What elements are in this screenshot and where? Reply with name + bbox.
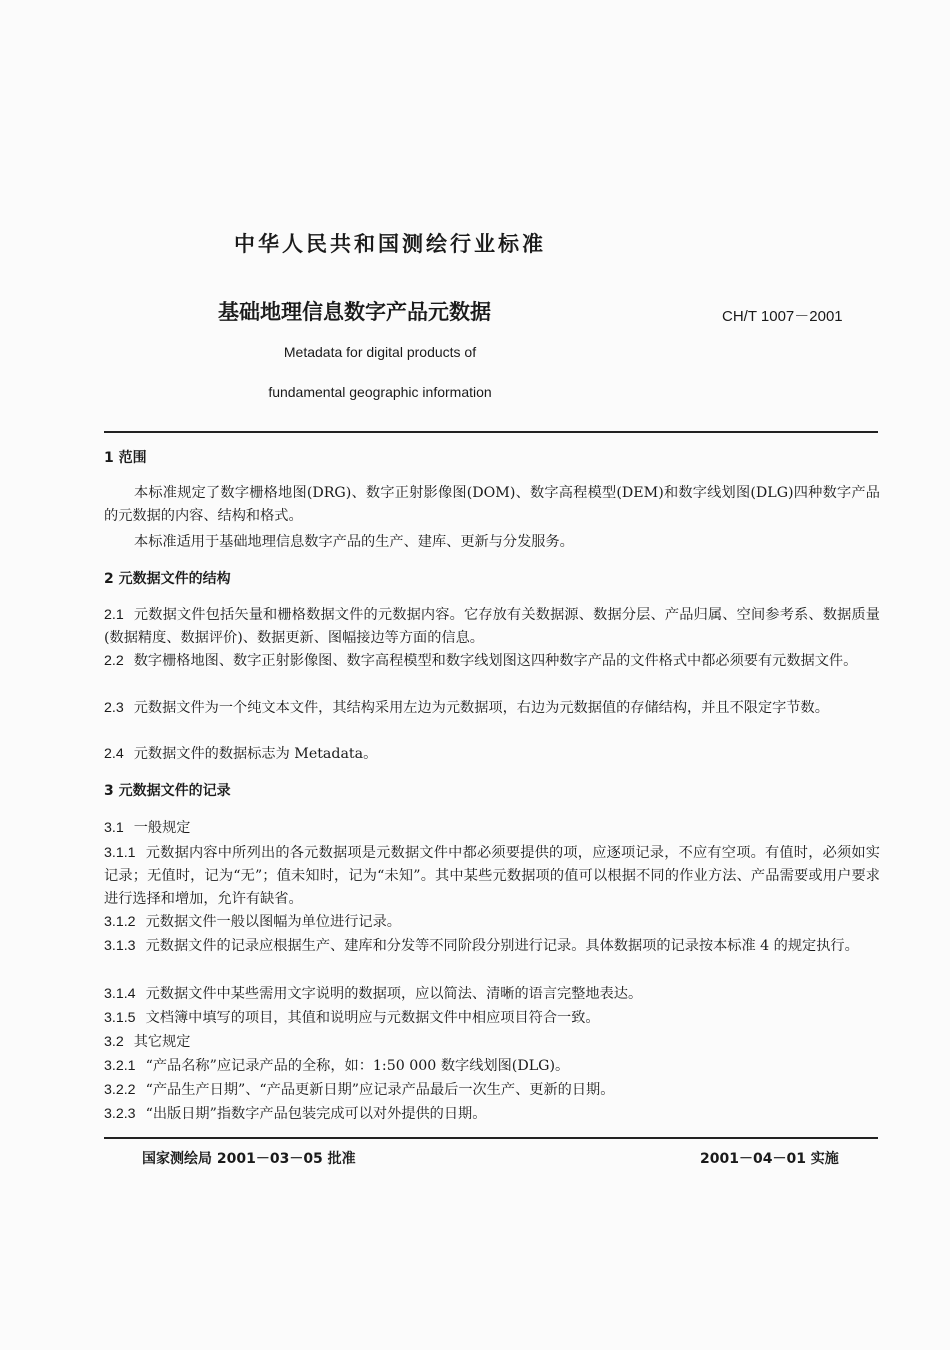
section-3-heading: 3 元数据文件的记录 <box>104 783 231 799</box>
standard-category-title: 中华人民共和国测绘行业标准 <box>234 232 546 256</box>
section-1-paragraph-2: 本标准适用于基础地理信息数字产品的生产、建库、更新与分发服务。 <box>134 534 574 550</box>
section-2-heading: 2 元数据文件的结构 <box>104 571 231 587</box>
implementation-date: 2001－04－01 实施 <box>700 1151 839 1167</box>
approval-line: 国家测绘局 2001－03－05 批准 <box>142 1151 356 1167</box>
clause-3-1-4 <box>104 983 880 1006</box>
clause-number: 2.4 <box>104 746 124 762</box>
section-1-heading: 1 范围 <box>104 450 147 466</box>
document-title: 基础地理信息数字产品元数据 <box>218 300 491 324</box>
clause-3-1 <box>104 817 880 840</box>
clause-number: 3.2.2 <box>104 1082 136 1098</box>
clause-3-1-3 <box>104 935 880 958</box>
clause-text: 其它规定 <box>133 1034 191 1050</box>
standard-code: CH/T 1007－2001 <box>722 308 843 325</box>
clause-text: 数字栅格地图、数字正射影像图、数字高程模型和数字线划图这四种数字产品的文件格式中都必须要有元数据文件。 <box>133 653 858 669</box>
clause-3-2-2 <box>104 1079 880 1102</box>
clause-number: 3.1.2 <box>104 914 136 930</box>
clause-3-1-2 <box>104 911 880 934</box>
clause-3-2-1 <box>104 1055 880 1078</box>
clause-number: 3.2.1 <box>104 1058 136 1074</box>
clause-number: 3.1 <box>104 820 124 836</box>
header-divider <box>104 431 878 433</box>
clause-number: 3.2 <box>104 1034 124 1050</box>
clause-number: 2.1 <box>104 607 124 623</box>
clause-number: 3.1.5 <box>104 1010 136 1026</box>
clause-2-1 <box>104 604 880 650</box>
clause-text: “产品生产日期”、“产品更新日期”应记录产品最后一次生产、更新的日期。 <box>145 1082 615 1098</box>
clause-text: 元数据文件的数据标志为 Metadata。 <box>133 746 378 762</box>
clause-number: 3.2.3 <box>104 1106 136 1122</box>
clause-text: 元数据文件包括矢量和栅格数据文件的元数据内容。它存放有关数据源、数据分层、产品归属、空间参考系、数据质量(数据精度、数据评价)、数据更新、图幅接边等方面的信息。 <box>104 607 880 646</box>
clause-3-1-5 <box>104 1007 880 1030</box>
clause-number: 3.1.3 <box>104 938 136 954</box>
clause-text: 元数据文件中某些需用文字说明的数据项，应以简法、清晰的语言完整地表达。 <box>145 986 643 1002</box>
clause-3-2 <box>104 1031 880 1054</box>
footer-divider <box>104 1137 878 1139</box>
clause-text: 元数据文件一般以图幅为单位进行记录。 <box>145 914 401 930</box>
clause-text: 一般规定 <box>133 820 191 836</box>
clause-text: “出版日期”指数字产品包装完成可以对外提供的日期。 <box>145 1106 487 1122</box>
clause-3-1-1 <box>104 842 880 911</box>
clause-number: 3.1.1 <box>104 845 136 861</box>
clause-text: 文档簿中填写的项目，其值和说明应与元数据文件中相应项目符合一致。 <box>145 1010 600 1026</box>
clause-number: 2.3 <box>104 700 124 716</box>
english-title-line-1: Metadata for digital products of <box>283 344 477 360</box>
clause-2-3 <box>104 697 880 720</box>
clause-text: 元数据文件的记录应根据生产、建库和分发等不同阶段分别进行记录。具体数据项的记录按本标准 4 的规定执行。 <box>145 938 859 954</box>
clause-number: 3.1.4 <box>104 986 136 1002</box>
clause-number: 2.2 <box>104 653 124 669</box>
clause-3-2-3 <box>104 1103 880 1126</box>
clause-text: 元数据内容中所列出的各元数据项是元数据文件中都必须要提供的项，应逐项记录，不应有空项。有值时，必须如实记录；无值时，记为“无”；值未知时，记为“未知”。其中某些元数据项的值可以根据不同的作业方法、产品需要或用户要求进行选择和增加，允许有缺省。 <box>104 845 880 907</box>
clause-2-4 <box>104 743 880 766</box>
section-1-paragraph-1: 本标准规定了数字栅格地图(DRG)、数字正射影像图(DOM)、数字高程模型(DEM)和数字线划图(DLG)四种数字产品的元数据的内容、结构和格式。 <box>104 485 880 524</box>
clause-text: 元数据文件为一个纯文本文件，其结构采用左边为元数据项，右边为元数据值的存储结构，并且不限定字节数。 <box>133 700 829 716</box>
clause-text: “产品名称”应记录产品的全称，如：1:50 000 数字线划图(DLG)。 <box>145 1058 570 1074</box>
english-title-line-2: fundamental geographic information <box>268 384 492 400</box>
clause-2-2 <box>104 650 880 673</box>
